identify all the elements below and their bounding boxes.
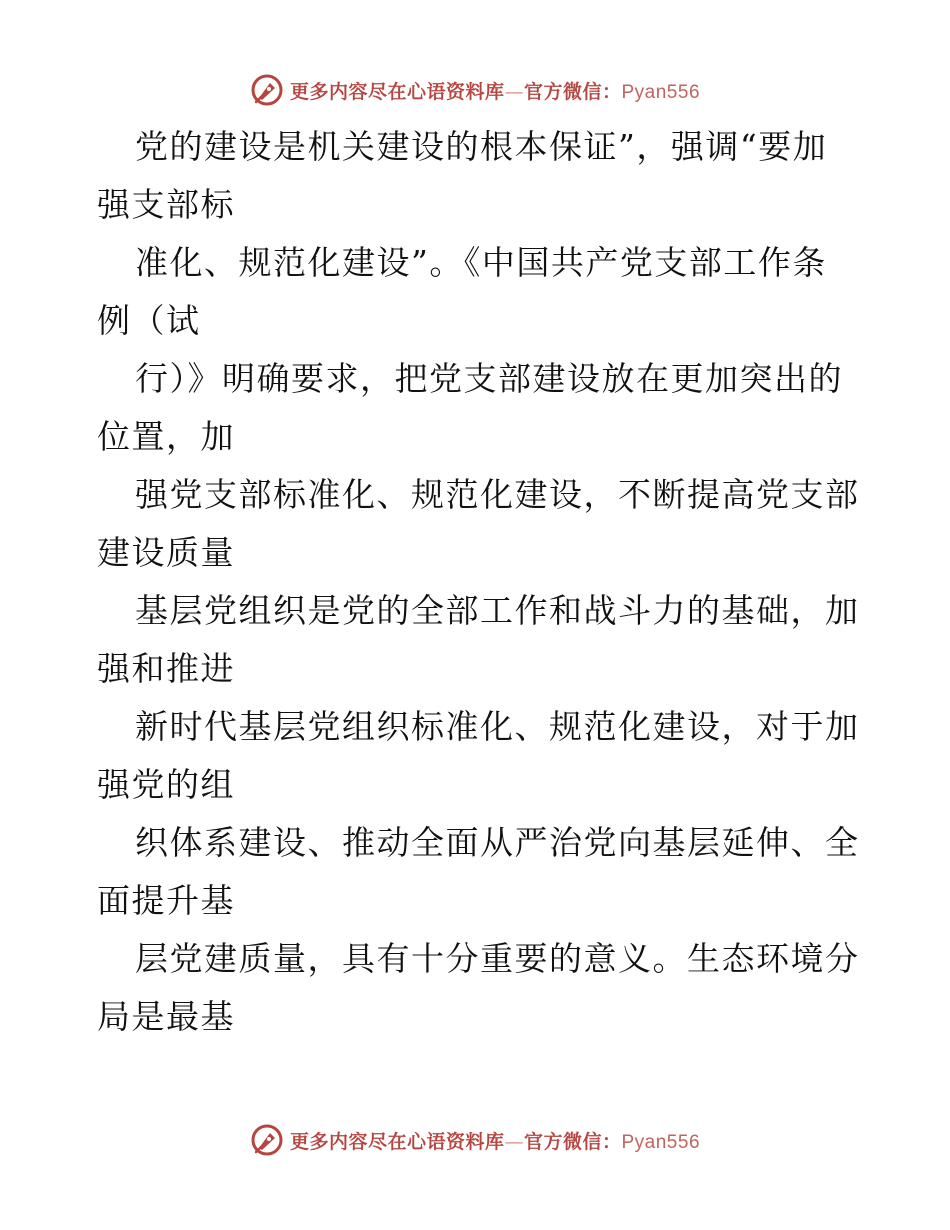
text-line: 面提升基 [97, 881, 235, 920]
text-line: 新时代基层党组织标准化、规范化建设，对于加 [135, 707, 860, 746]
text-line: 强和推进 [97, 649, 235, 688]
text-line: 例（试 [97, 301, 201, 340]
header-watermark [0, 70, 950, 110]
header-wechat-id: Pyan556 [621, 81, 701, 103]
text-line: 基层党组织是党的全部工作和战斗力的基础，加 [135, 591, 860, 630]
header-brand: 更多内容尽在心语资料库 [289, 80, 505, 103]
footer-watermark [0, 1120, 950, 1160]
text-line: 强支部标 [97, 185, 235, 224]
header-separator: — [504, 80, 524, 103]
pen-nib-logo-icon [250, 73, 284, 107]
text-line: 强党支部标准化、规范化建设，不断提高党支部 [135, 475, 860, 514]
header-watermark-text [290, 77, 700, 104]
text-line: 党的建设是机关建设的根本保证”，强调“要加 [135, 127, 828, 166]
footer-watermark-content [250, 1123, 700, 1157]
header-watermark-content [250, 73, 700, 107]
text-line: 行）》明确要求，把党支部建设放在更加突出的 [135, 359, 843, 398]
text-line: 准化、规范化建设”。《中国共产党支部工作条 [135, 243, 827, 282]
text-line: 建设质量 [97, 533, 235, 572]
footer-wechat-label: 官方微信： [523, 1130, 622, 1153]
text-line: 强党的组 [97, 765, 235, 804]
text-line: 位置，加 [97, 417, 235, 456]
pen-nib-logo-icon [250, 1123, 284, 1157]
footer-brand: 更多内容尽在心语资料库 [289, 1130, 505, 1153]
text-line: 层党建质量，具有十分重要的意义。生态环境分 [135, 939, 860, 978]
text-line: 织体系建设、推动全面从严治党向基层延伸、全 [135, 823, 860, 862]
footer-watermark-text [290, 1127, 700, 1154]
header-wechat-label: 官方微信： [523, 80, 622, 103]
text-line: 局是最基 [97, 997, 235, 1036]
footer-wechat-id: Pyan556 [621, 1131, 701, 1153]
document-body [97, 118, 860, 1046]
footer-separator: — [504, 1130, 524, 1153]
